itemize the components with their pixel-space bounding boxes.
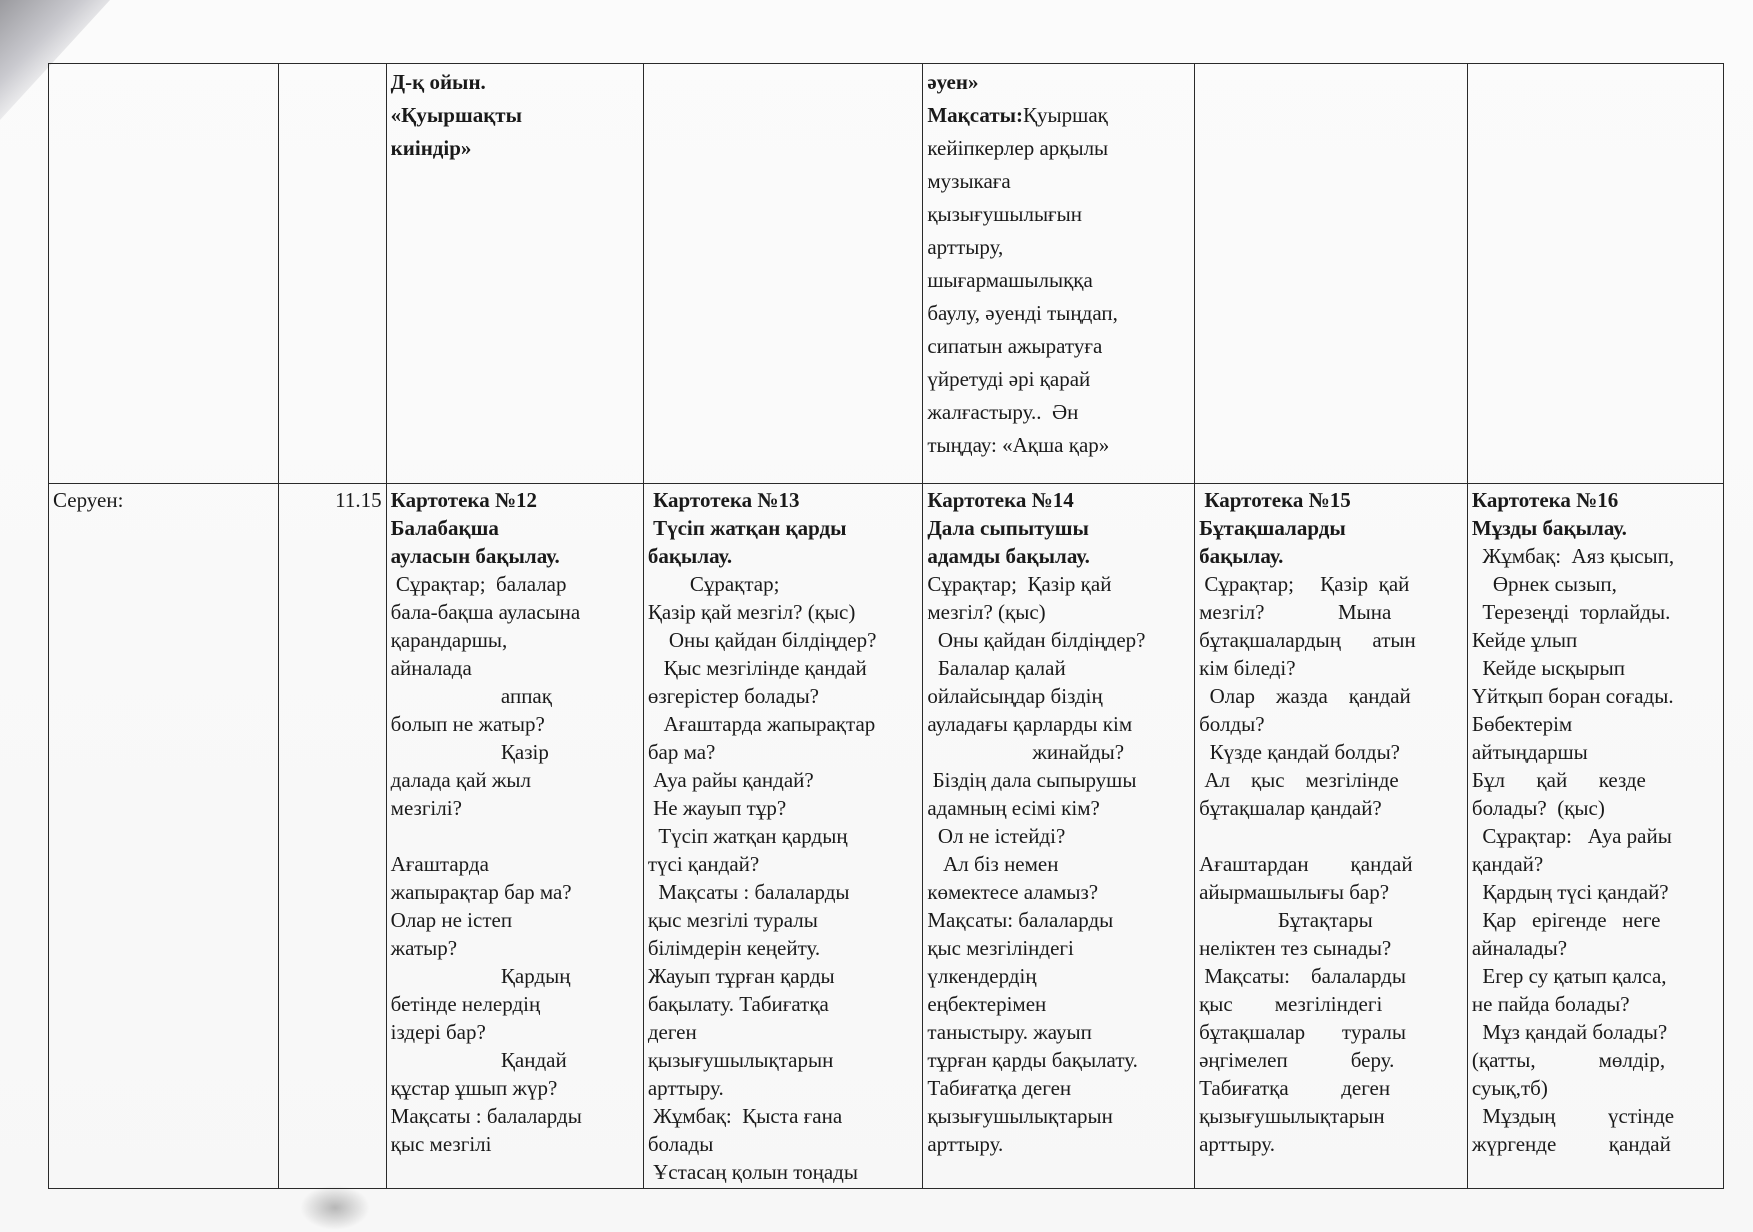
table-row-walk (49, 484, 1724, 1189)
schedule-table (48, 63, 1724, 1189)
cell-card-13 (643, 484, 923, 1189)
cell-time-empty (279, 64, 386, 484)
cell-thursday-empty (1195, 64, 1468, 484)
cell-tuesday-empty (643, 64, 923, 484)
card-16-title: Картотека №16 Мұзды бақылау. (1471, 488, 1627, 540)
cell-card-16 (1467, 484, 1723, 1189)
card-13-body: Сұрақтар; Қазір қай мезгіл? (қыс) Оны қайдан білдіңдер? Қыс мезгілінде қандай өзгерістер болады? Ағаштарда жапырақтар бар ма? Ауа райы қандай? Не жауып тұр? Түсіп жатқан қардың түсі қандай? Мақсаты : балаларды қыс мезгілі туралы білімдерін кеңейту. Жауып тұрған қарды бақылату. Табиғатқа деген қызығушылықтарын арттыру. Жұмбақ: Қыста ғана болады Ұстасаң қолын тоңады (647, 572, 877, 1184)
cell-activity-walk (49, 484, 279, 1189)
cell-time (279, 484, 386, 1189)
cell-card-15 (1195, 484, 1468, 1189)
cell-wednesday-music (923, 64, 1195, 484)
cell-friday-empty (1467, 64, 1723, 484)
scan-smudge (300, 1185, 370, 1230)
card-13-title: Картотека №13 Түсіп жатқан қарды бақылау. (647, 488, 847, 568)
card-15-title: Картотека №15 Бұтақшаларды бақылау. (1199, 488, 1351, 568)
card-14-body: Сұрақтар; Қазір қай мезгіл? (қыс) Оны қайдан білдіңдер? Балалар қалай ойлайсыңдар біздің ауладағы қарларды кім жинайды? Біздің дала сыпырушы адамның есімі кім? Ол не істейді? Ал біз немен көмектесе аламыз? Мақсаты: балаларды қыс мезгіліндегі үлкендердің еңбектерімен таныстыру. жауып тұрған қарды бақылату. Табиғатқа деген қызығушылықтарын арттыру. (927, 572, 1146, 1156)
table-row-previous-activity (49, 64, 1724, 484)
cell-activity-empty (49, 64, 279, 484)
time-value: 11.15 (335, 488, 382, 512)
didactic-game-title: Д-қ ойын. «Қуыршақты киіндір» (390, 70, 522, 160)
card-16-body: Жұмбақ: Аяз қысып, Өрнек сызып, Терезеңді торлайды. Кейде ұлып Кейде ысқырып Үйтқып боран соғады. Бөбектерім айтыңдаршы Бұл қай кезде болады? (қыс) Сұрақтар: Ауа райы қандай? Қардың түсі қандай? Қар ерігенде неге айналады? Егер су қатып қалса, не пайда болады? Мұз қандай болады? (қатты, мөлдір, суық,тб) Мұздың үстінде жүргенде қандай (1471, 544, 1675, 1156)
card-15-body: Сұрақтар; Қазір қай мезгіл? Мына бұтақшалардың атын кім біледі? Олар жазда қандай болды? Күзде қандай болды? Ал қыс мезгілінде бұтақшалар қандай? Ағаштардан қандай айырмашылығы бар? Бұтақтары неліктен тез сынады? Мақсаты: балаларды қыс мезгіліндегі бұтақшалар туралы әңгімелеп беру. Табиғатқа деген қызығушылықтарын арттыру. (1199, 572, 1416, 1156)
card-12-title: Картотека №12 Балабақша ауласын бақылау. (390, 488, 560, 568)
card-14-title: Картотека №14 Дала сыпытушы адамды бақылау. (927, 488, 1090, 568)
music-goal-label: Мақсаты: (927, 103, 1024, 127)
cell-monday-game (386, 64, 643, 484)
cell-card-14 (923, 484, 1195, 1189)
card-12-body: Сұрақтар; балалар бала-бақша ауласына қарандаршы, айналада аппақ болып не жатыр? Қазір далада қай жыл мезгілі? Ағаштарда жапырақтар бар ма? Олар не істеп жатыр? Қардың бетінде нелердің іздері бар? Қандай құстар ұшып жүр? Мақсаты : балаларды қыс мезгілі (390, 572, 582, 1156)
cell-card-12 (386, 484, 643, 1189)
activity-label: Серуен: (53, 488, 124, 512)
music-activity-head: әуен» (927, 70, 979, 94)
music-activity-text (927, 66, 1190, 462)
music-goal-text: Қуыршақ кейіпкерлер арқылы музыкаға қызығушылығын арттыру, шығармашылыққа баулу, әуенді тыңдап, сипатын ажыратуға үйретуді әрі қарай жалғастыру.. Ән тыңдау: «Ақша қар» (927, 103, 1118, 457)
